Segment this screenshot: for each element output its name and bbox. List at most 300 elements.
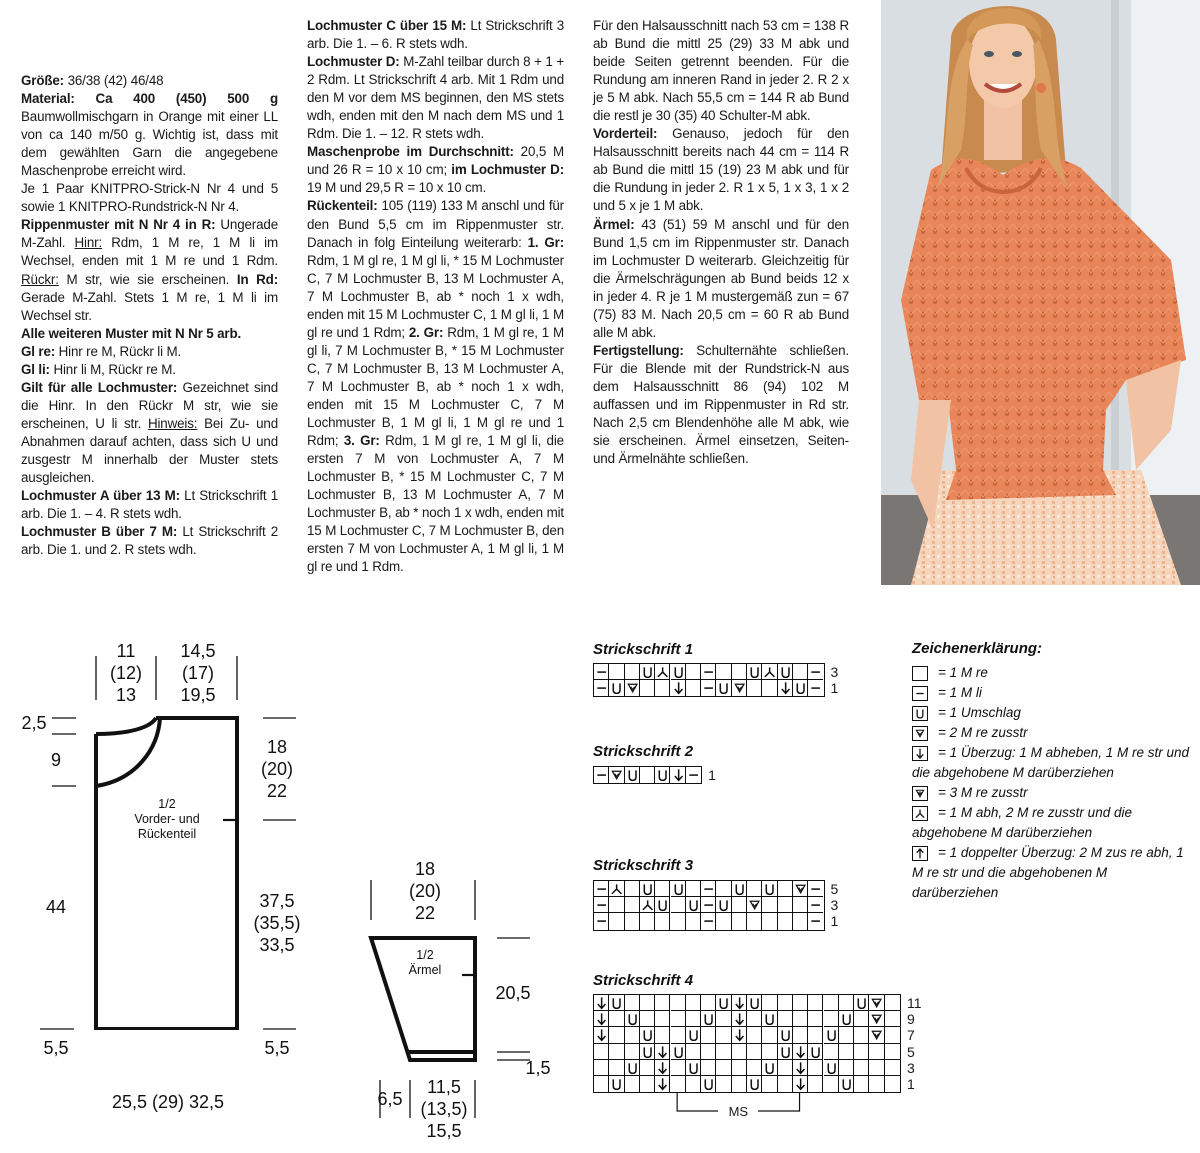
legend-text: = 1 M abh, 2 M re zusstr und die abgehobene M darüberziehen: [912, 805, 1132, 840]
chart-row-label: 5: [907, 1043, 915, 1060]
skp-icon: [732, 1011, 747, 1027]
yarn-over-icon: [640, 1044, 655, 1060]
instruction-text: Gilt für alle Lochmuster:: [21, 379, 183, 395]
knit-stitch-icon: [778, 897, 793, 913]
knit-stitch-icon: [671, 897, 686, 913]
body-schematic: [0, 600, 320, 1112]
knit-stitch-icon: [762, 1044, 777, 1060]
legend-text: = 1 Überzug: 1 M abheben, 1 M re str und die abgehobene M darüberziehen: [912, 745, 1190, 780]
knit-stitch-icon: [686, 1044, 701, 1060]
legend-text: = 1 doppelter Überzug: 2 M zus re abh, 1 M re str und die abgehobenen M darüberziehen: [912, 845, 1184, 900]
instruction-text: Lochmuster B über 7 M:: [21, 524, 183, 540]
knit-stitch-icon: [671, 1011, 686, 1027]
knit-stitch-icon: [625, 897, 640, 913]
knit-stitch-icon: [716, 1044, 731, 1060]
knit-stitch-icon: [671, 913, 686, 929]
instruction-paragraph: [21, 523, 278, 559]
chart-1-title: Strickschrift 1: [593, 641, 694, 658]
knit-stitch-icon: [869, 1060, 884, 1076]
knit-stitch-icon: [793, 664, 808, 680]
yarn-over-icon: [762, 1011, 777, 1027]
sk2p-icon: [912, 806, 928, 821]
knit-stitch-icon: [594, 1076, 609, 1092]
instruction-paragraph: [21, 361, 278, 379]
instructions-column-3: [593, 17, 849, 468]
yarn-over-icon: [609, 1076, 624, 1092]
yarn-over-icon: [808, 1044, 823, 1060]
instruction-text: 43 (51) 59 M anschl und für den Bund 1,5 cm im Rippenmuster str. Danach im Lochmuster D weiterarb. Gleichzeitig für die Ärmelschrägungen ab Bund beids 12 x in jeder 4. R je 1 M mustergemäß zun = 67 (75) 83 M. Nach 20,5 cm = 60 R ab Bund alle M abk.: [593, 216, 849, 340]
knit-stitch-icon: [625, 881, 640, 897]
knit-stitch-icon: [625, 1027, 640, 1043]
chart-row-label: 3: [830, 897, 839, 914]
knit-stitch-icon: [885, 1060, 900, 1076]
instruction-text: 1. Gr:: [527, 234, 565, 250]
yarn-over-icon: [747, 1076, 762, 1092]
knit-stitch-icon: [912, 666, 928, 681]
knit-stitch-icon: [732, 913, 747, 929]
knit-stitch-icon: [885, 1011, 900, 1027]
knit-stitch-icon: [793, 1027, 808, 1043]
knit-stitch-icon: [640, 1011, 655, 1027]
instruction-paragraph: [21, 379, 278, 487]
knit-stitch-icon: [778, 1076, 793, 1092]
instruction-paragraph: [21, 72, 278, 90]
knit-stitch-icon: [686, 680, 701, 696]
instruction-paragraph: [593, 342, 849, 468]
sleeve-offset-label: 6,5: [377, 1089, 403, 1109]
instruction-paragraph: [21, 487, 278, 523]
legend-text: = 1 M li: [938, 685, 982, 700]
yarn-over-icon: [609, 680, 624, 696]
instruction-text: Maschenprobe im Durchschnitt:: [307, 144, 521, 160]
legend-item: [912, 723, 1197, 743]
instruction-text: Hinr re M, Rückr li M.: [58, 343, 182, 359]
instruction-text: 105 (119) 133 M anschl und für den Bund 5,5 cm im Rippenmuster str. Danach in folg Einteilung weiterarb:: [307, 198, 564, 250]
instruction-text: Lochmuster A über 13 M:: [21, 488, 185, 504]
knit-stitch-icon: [625, 1076, 640, 1092]
yarn-over-icon: [640, 1027, 655, 1043]
chart-grid: [593, 880, 825, 931]
yarn-over-icon: [686, 1060, 701, 1076]
yarn-over-icon: [671, 881, 686, 897]
instruction-text: Lt Strickschrift 2 arb. Die 1. und 2. R stets wdh.: [21, 524, 278, 558]
k2tog-icon: [869, 1027, 884, 1043]
yarn-over-icon: [854, 995, 869, 1011]
knit-stitch-icon: [655, 881, 670, 897]
instruction-paragraph: [593, 17, 849, 125]
legend-item: [912, 843, 1197, 903]
skp-icon: [778, 680, 793, 696]
yarn-over-icon: [762, 1060, 777, 1076]
knit-stitch-icon: [854, 1011, 869, 1027]
instruction-paragraph: [21, 216, 278, 324]
knit-stitch-icon: [747, 1027, 762, 1043]
knit-stitch-icon: [716, 1027, 731, 1043]
knit-stitch-icon: [640, 1060, 655, 1076]
knit-stitch-icon: [885, 1027, 900, 1043]
knit-stitch-icon: [839, 1060, 854, 1076]
instruction-text: In Rd:: [236, 271, 279, 287]
purl-stitch-icon: [808, 913, 823, 929]
instruction-text: Für den Halsausschnitt nach 53 cm = 138 R ab Bund die mittl 25 (29) 33 M abk und beide Seiten getrennt beenden. Für die Rundung am inneren Rand in jeder 2. R 2 x je 5 M abk. Nach 55,5 cm = 144 R ab Bund die restl je 30 (35) 40 Schulter-M abk.: [593, 18, 849, 124]
knit-stitch-icon: [671, 1076, 686, 1092]
knit-stitch-icon: [686, 913, 701, 929]
legend-item: [912, 783, 1197, 803]
yarn-over-icon: [824, 1027, 839, 1043]
knit-stitch-icon: [609, 913, 624, 929]
sk2p-icon: [640, 897, 655, 913]
knit-stitch-icon: [701, 995, 716, 1011]
knit-stitch-icon: [808, 1027, 823, 1043]
knit-stitch-icon: [686, 995, 701, 1011]
shoulder-drop-label: 2,5: [21, 713, 47, 733]
instruction-text: Hinr li M, Rückr re M.: [53, 361, 176, 377]
knit-stitch-icon: [885, 995, 900, 1011]
instruction-text: Rdm, 1 M gl re, 1 M gl li, die ersten 7 M von Lochmuster A, 7 M Lochmuster B, * 15 M Lochmuster C, 7 M Lochmuster B, 13 M Lochmuster A, 7 M Lochmuster B, ab * noch 1 x wdh, enden mit 15 M Lochmuster C, 7 M Lochmuster B, den ersten 7 M von Lochmuster A, 1 M gl li, 1 M gl re und 1 Rdm.: [307, 433, 564, 575]
knit-stitch-icon: [778, 1060, 793, 1076]
knit-stitch-icon: [808, 1060, 823, 1076]
knit-stitch-icon: [625, 913, 640, 929]
yarn-over-icon: [686, 897, 701, 913]
knit-stitch-icon: [793, 995, 808, 1011]
knit-stitch-icon: [686, 1011, 701, 1027]
neck-depth-label: 9: [50, 750, 61, 770]
instruction-text: 20,5 M und 26 R = 10 x 10 cm;: [307, 144, 564, 178]
yarn-over-icon: [778, 1044, 793, 1060]
knit-stitch-icon: [686, 664, 701, 680]
k3tog-icon: [912, 786, 928, 801]
knit-stitch-icon: [839, 1044, 854, 1060]
yarn-over-icon: [747, 995, 762, 1011]
knit-stitch-icon: [747, 881, 762, 897]
sk2p-icon: [655, 664, 670, 680]
knit-stitch-icon: [747, 1011, 762, 1027]
purl-stitch-icon: [701, 913, 716, 929]
instruction-text: Lt Strickschrift 3 arb. Die 1. – 6. R stets wdh.: [307, 18, 564, 52]
knit-stitch-icon: [747, 913, 762, 929]
knit-stitch-icon: [747, 680, 762, 696]
purl-stitch-icon: [808, 881, 823, 897]
chart-2-title: Strickschrift 2: [593, 743, 694, 760]
yarn-over-icon: [625, 1011, 640, 1027]
instruction-text: Rdm, 1 M gl re, 1 M gl li, 7 M Lochmuster B, * 15 M Lochmuster C, 7 M Lochmuster B, 13 M Lochmuster A, 7 M Lochmuster B, ab * noch 1 x wdh, enden mit 15 M Lochmuster C, 7 M Lochmuster B, 1 M gl li, 1 M gl re und 1 Rdm;: [307, 324, 564, 449]
knit-stitch-icon: [808, 1011, 823, 1027]
purl-stitch-icon: [701, 664, 716, 680]
skp-icon: [732, 995, 747, 1011]
knit-stitch-icon: [701, 1060, 716, 1076]
knit-stitch-icon: [609, 1027, 624, 1043]
knit-stitch-icon: [594, 1060, 609, 1076]
knit-stitch-icon: [747, 1060, 762, 1076]
instruction-text: Ungerade M-Zahl.: [21, 217, 278, 251]
instruction-text: Fertigstellung:: [593, 342, 697, 358]
knit-stitch-icon: [625, 1044, 640, 1060]
knit-stitch-icon: [824, 1011, 839, 1027]
knit-stitch-icon: [716, 881, 731, 897]
skp-icon: [793, 1076, 808, 1092]
instruction-paragraph: [307, 143, 564, 197]
knit-stitch-icon: [747, 1044, 762, 1060]
legend-item: [912, 683, 1197, 703]
knit-stitch-icon: [854, 1027, 869, 1043]
legend-item: [912, 803, 1197, 843]
yarn-over-icon: [655, 767, 670, 783]
legend-title: Zeichenerklärung:: [912, 640, 1043, 657]
instruction-text: Rippenmuster mit N Nr 4 in R:: [21, 217, 221, 233]
instruction-text: Rückenteil:: [307, 198, 382, 214]
legend-item: [912, 663, 1197, 683]
side-length-label: 37,5 (35,5) 33,5: [253, 891, 301, 955]
instruction-text: Rückr:: [21, 271, 59, 287]
knit-stitch-icon: [609, 1060, 624, 1076]
instruction-text: Gl li:: [21, 361, 54, 377]
knit-stitch-icon: [686, 1076, 701, 1092]
skp-icon: [655, 1076, 670, 1092]
knit-stitch-icon: [793, 897, 808, 913]
knit-stitch-icon: [640, 995, 655, 1011]
skp-icon: [793, 1044, 808, 1060]
chart-row-label: 1: [907, 1076, 915, 1092]
skp-icon: [594, 995, 609, 1011]
knit-stitch-icon: [762, 897, 777, 913]
skp-icon: [655, 1060, 670, 1076]
chart-grid: [593, 663, 825, 697]
knit-stitch-icon: [625, 995, 640, 1011]
yarn-over-icon: [839, 1076, 854, 1092]
yarn-over-icon: [912, 706, 928, 721]
sleeve-cuff-label: 1,5: [525, 1058, 551, 1078]
knit-stitch-icon: [762, 680, 777, 696]
purl-stitch-icon: [594, 913, 609, 929]
instruction-paragraph: [593, 216, 849, 342]
legend-item: [912, 703, 1197, 723]
legend-text: = 2 M re zusstr: [938, 725, 1028, 740]
yarn-over-icon: [640, 881, 655, 897]
legend-text: = 1 Umschlag: [938, 705, 1021, 720]
purl-stitch-icon: [594, 881, 609, 897]
purl-stitch-icon: [701, 897, 716, 913]
yarn-over-icon: [793, 680, 808, 696]
k2tog-icon: [609, 767, 624, 783]
instruction-text: Gezeichnet sind die Hinr. In den Rückr M str, wie sie erscheinen, U li str.: [21, 379, 279, 431]
yarn-over-icon: [671, 1044, 686, 1060]
instruction-text: 36/38 (42) 46/48: [67, 73, 164, 88]
sleeve-top-width-label: 18 (20) 22: [408, 859, 441, 923]
yarn-over-icon: [701, 1076, 716, 1092]
skp-icon: [671, 680, 686, 696]
knit-stitch-icon: [854, 1044, 869, 1060]
k2tog-icon: [625, 680, 640, 696]
knit-stitch-icon: [609, 664, 624, 680]
chart-row-label: 1: [708, 767, 716, 783]
sleeve-bottom-width-label: 11,5 (13,5) 15,5: [420, 1077, 468, 1141]
legend: [912, 640, 1197, 903]
skp-icon: [655, 1044, 670, 1060]
piece-label: 1/2 Vorder- und Rückenteil: [134, 797, 200, 841]
skp-icon: [732, 1027, 747, 1043]
yarn-over-icon: [640, 664, 655, 680]
knit-stitch-icon: [762, 1076, 777, 1092]
purl-stitch-icon: [912, 686, 928, 701]
instruction-text: 2. Gr:: [408, 324, 448, 340]
legend-text: = 1 M re: [938, 665, 988, 680]
double-decrease-icon: [912, 846, 928, 861]
sleeve-schematic: [340, 850, 570, 1150]
instruction-text: Größe:: [21, 73, 68, 88]
knit-stitch-icon: [854, 1060, 869, 1076]
yarn-over-icon: [655, 897, 670, 913]
instruction-text: Bei Zu- und Abnahmen darauf achten, dass sich U und zusgestr M innerhalb der Muster stets ausgleichen.: [21, 415, 278, 486]
knit-stitch-icon: [625, 664, 640, 680]
purl-stitch-icon: [594, 680, 609, 696]
yarn-over-icon: [671, 664, 686, 680]
knit-stitch-icon: [839, 1027, 854, 1043]
knit-stitch-icon: [732, 664, 747, 680]
instruction-paragraph: [307, 53, 564, 143]
instruction-paragraph: [21, 90, 278, 180]
knit-stitch-icon: [778, 881, 793, 897]
chart-row-label: 7: [907, 1027, 915, 1044]
sleeve-length-label: 20,5: [495, 983, 531, 1003]
instruction-text: Lochmuster C über 15 M:: [307, 18, 471, 33]
chart-row-label: 1: [830, 913, 839, 930]
yarn-over-icon: [716, 995, 731, 1011]
instructions-column-1: [21, 72, 278, 559]
knit-stitch-icon: [839, 995, 854, 1011]
yarn-over-icon: [778, 664, 793, 680]
instruction-text: Gerade M-Zahl. Stets 1 M re, 1 M li im Wechsel str.: [21, 289, 278, 323]
knit-stitch-icon: [640, 767, 655, 783]
yarn-over-icon: [609, 995, 624, 1011]
knit-stitch-icon: [808, 1076, 823, 1092]
knit-stitch-icon: [640, 913, 655, 929]
knit-stitch-icon: [655, 1011, 670, 1027]
knit-stitch-icon: [778, 1011, 793, 1027]
purl-stitch-icon: [808, 897, 823, 913]
instruction-text: Material: Ca 400 (450) 500 g: [21, 91, 278, 107]
yarn-over-icon: [762, 881, 777, 897]
skp-icon: [594, 1027, 609, 1043]
knit-stitch-icon: [640, 680, 655, 696]
rib-left-label: 5,5: [43, 1038, 69, 1058]
instruction-text: M str, wie sie erscheinen.: [58, 271, 237, 287]
knit-stitch-icon: [762, 913, 777, 929]
instructions-column-2: [307, 17, 564, 576]
instruction-text: Baumwollmischgarn in Orange mit einer LL von ca 140 m/50 g. Wichtig ist, dass mit dem gewählten Garn die angegebene Maschenprobe erreicht wird.: [21, 109, 278, 179]
chart-row-label: 11: [907, 995, 922, 1011]
knit-stitch-icon: [716, 1076, 731, 1092]
knit-stitch-icon: [655, 1027, 670, 1043]
instruction-text: 3. Gr:: [343, 433, 386, 449]
instruction-text: Vorderteil:: [593, 126, 673, 142]
sleeve-piece-label: 1/2 Ärmel: [408, 948, 442, 977]
k2tog-icon: [747, 897, 762, 913]
instruction-text: 19 M und 29,5 R = 10 x 10 cm.: [307, 180, 487, 196]
instruction-text: Hinr:: [74, 235, 103, 251]
knit-stitch-icon: [869, 1076, 884, 1092]
knit-stitch-icon: [594, 1044, 609, 1060]
knit-stitch-icon: [869, 1044, 884, 1060]
instruction-text: Alle weiteren Muster mit N Nr 5 arb.: [21, 325, 242, 341]
purl-stitch-icon: [808, 664, 823, 680]
instruction-text: Ärmel:: [593, 216, 642, 232]
instruction-text: Je 1 Paar KNITPRO-Strick-N Nr 4 und 5 sowie 1 KNITPRO-Rundstrick-N Nr 4.: [21, 181, 278, 215]
knit-stitch-icon: [778, 913, 793, 929]
knit-stitch-icon: [716, 664, 731, 680]
yarn-over-icon: [839, 1011, 854, 1027]
knit-stitch-icon: [885, 1076, 900, 1092]
yarn-over-icon: [625, 1060, 640, 1076]
instruction-paragraph: [21, 343, 278, 361]
yarn-over-icon: [625, 767, 640, 783]
knit-stitch-icon: [808, 995, 823, 1011]
knit-stitch-icon: [824, 995, 839, 1011]
instruction-paragraph: [21, 180, 278, 216]
purl-stitch-icon: [701, 881, 716, 897]
knit-stitch-icon: [609, 1044, 624, 1060]
knit-stitch-icon: [824, 1076, 839, 1092]
k2tog-icon: [793, 881, 808, 897]
knit-stitch-icon: [609, 1011, 624, 1027]
yarn-over-icon: [701, 1011, 716, 1027]
knit-stitch-icon: [732, 1076, 747, 1092]
knit-stitch-icon: [778, 995, 793, 1011]
knit-stitch-icon: [793, 913, 808, 929]
armhole-label: 18 (20) 22: [260, 737, 293, 801]
instruction-text: Schulternähte schließen. Für die Blende mit der Rundstrick-N aus dem Halsausschnitt 86 (94) 102 M auffassen und im Rippenmuster in Rd str. Nach 2,5 cm Blendenhöhe alle M abk, wie sie erscheinen. Ärmel einsetzen, Seiten- und Ärmelnähte schließen.: [593, 342, 849, 467]
knit-stitch-icon: [716, 913, 731, 929]
model-photo: [881, 0, 1200, 585]
yarn-over-icon: [686, 1027, 701, 1043]
yarn-over-icon: [824, 1060, 839, 1076]
chart-grid: [593, 994, 901, 1093]
purl-stitch-icon: [701, 680, 716, 696]
k2tog-icon: [732, 680, 747, 696]
knit-stitch-icon: [655, 913, 670, 929]
instruction-text: Lt Strickschrift 1 arb. Die 1. – 4. R stets wdh.: [21, 488, 279, 522]
knit-stitch-icon: [793, 1011, 808, 1027]
knit-stitch-icon: [716, 1060, 731, 1076]
knit-stitch-icon: [732, 897, 747, 913]
knit-stitch-icon: [885, 1044, 900, 1060]
instruction-paragraph: [307, 17, 564, 53]
yarn-over-icon: [732, 881, 747, 897]
knit-stitch-icon: [686, 881, 701, 897]
sk2p-icon: [609, 881, 624, 897]
purl-stitch-icon: [594, 664, 609, 680]
knit-stitch-icon: [732, 1044, 747, 1060]
skp-icon: [671, 767, 686, 783]
neck-width-label: 11 (12) 13: [109, 641, 142, 705]
chart-grid: [593, 766, 702, 784]
knit-stitch-icon: [671, 995, 686, 1011]
k2tog-icon: [912, 726, 928, 741]
chart-row-label: 3: [830, 664, 839, 680]
knit-stitch-icon: [854, 1076, 869, 1092]
yarn-over-icon: [778, 1027, 793, 1043]
body-length-label: 44: [45, 897, 67, 917]
knit-stitch-icon: [609, 897, 624, 913]
chart-row-label: 3: [907, 1059, 915, 1076]
instruction-text: im Lochmuster D:: [451, 162, 565, 178]
chart-row-label: 1: [830, 680, 839, 697]
knit-stitch-icon: [701, 1027, 716, 1043]
knit-stitch-icon: [671, 1060, 686, 1076]
instruction-text: Genauso, jedoch für den Halsausschnitt bereits nach 44 cm = 114 R ab Bund die mittl 15 (19) 23 M abk und für die Rundung in jeder 2. R 1 x 5, 1 x 3, 1 x 2 und 5 x je 1 M abk.: [593, 126, 849, 214]
instruction-text: Hinweis:: [147, 415, 198, 431]
knit-stitch-icon: [671, 1027, 686, 1043]
yarn-over-icon: [747, 664, 762, 680]
